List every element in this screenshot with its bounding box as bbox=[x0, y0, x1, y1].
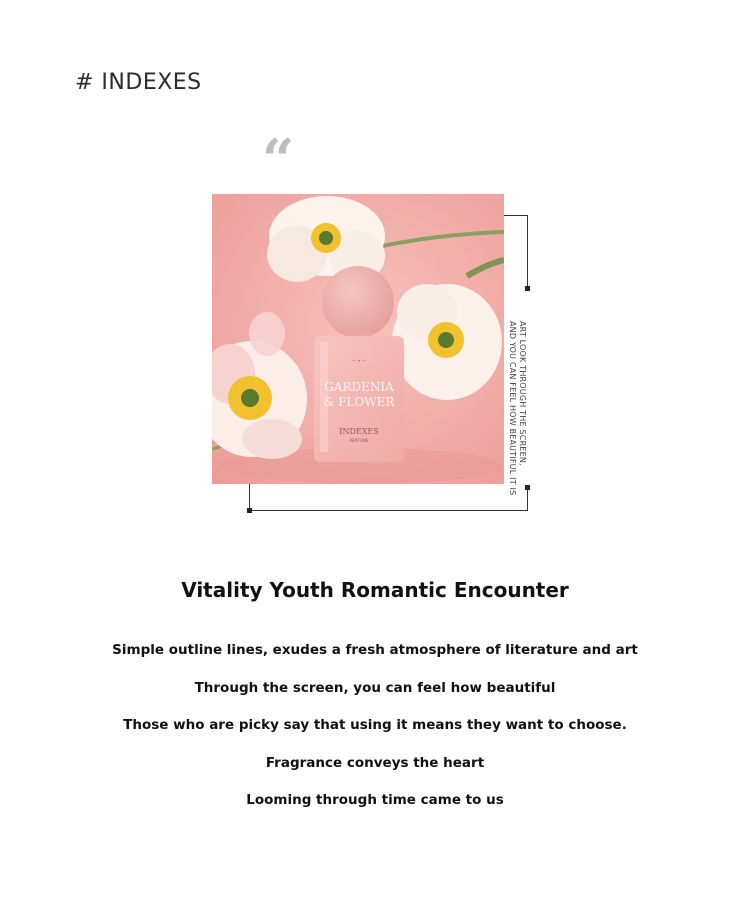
poppy-right-icon bbox=[392, 284, 502, 400]
frame-dot-left bbox=[247, 508, 252, 513]
svg-text:GARDENIA: GARDENIA bbox=[324, 380, 394, 394]
side-caption bbox=[507, 321, 527, 496]
description-line: Through the screen, you can feel how beautiful bbox=[194, 679, 556, 696]
frame-line-right-upper bbox=[527, 215, 528, 289]
section-title: Vitality Youth Romantic Encounter bbox=[181, 578, 569, 602]
description-line: Looming through time came to us bbox=[246, 792, 504, 808]
side-caption-line1: ART LOOK THROUGH THE SCREEN, bbox=[518, 321, 527, 466]
description-block bbox=[0, 640, 750, 828]
svg-text:PERFUME: PERFUME bbox=[349, 438, 369, 443]
frame-line-top bbox=[504, 215, 528, 216]
frame-line-bottom bbox=[249, 510, 528, 511]
frame-line-right-lower bbox=[527, 487, 528, 511]
quote-mark-icon: “ bbox=[262, 127, 295, 193]
svg-text:& FLOWER: & FLOWER bbox=[323, 395, 395, 409]
frame-line-left bbox=[249, 484, 250, 511]
description-line: Simple outline lines, exudes a fresh atmosphere of literature and art bbox=[112, 642, 638, 658]
description-line: Fragrance conveys the heart bbox=[265, 754, 485, 771]
description-line: Those who are picky say that using it means they want to choose. bbox=[123, 717, 627, 733]
svg-text:INDEXES: INDEXES bbox=[339, 427, 379, 436]
side-caption-line2: AND YOU CAN FEEL HOW BEAUTIFUL IT IS bbox=[508, 321, 517, 496]
bottle-cap-icon bbox=[322, 266, 394, 338]
frame-dot-upper bbox=[525, 286, 530, 291]
product-photo bbox=[212, 194, 504, 484]
svg-text:— ✦ —: — ✦ — bbox=[352, 358, 366, 363]
brand-heading: # INDEXES bbox=[75, 70, 202, 95]
